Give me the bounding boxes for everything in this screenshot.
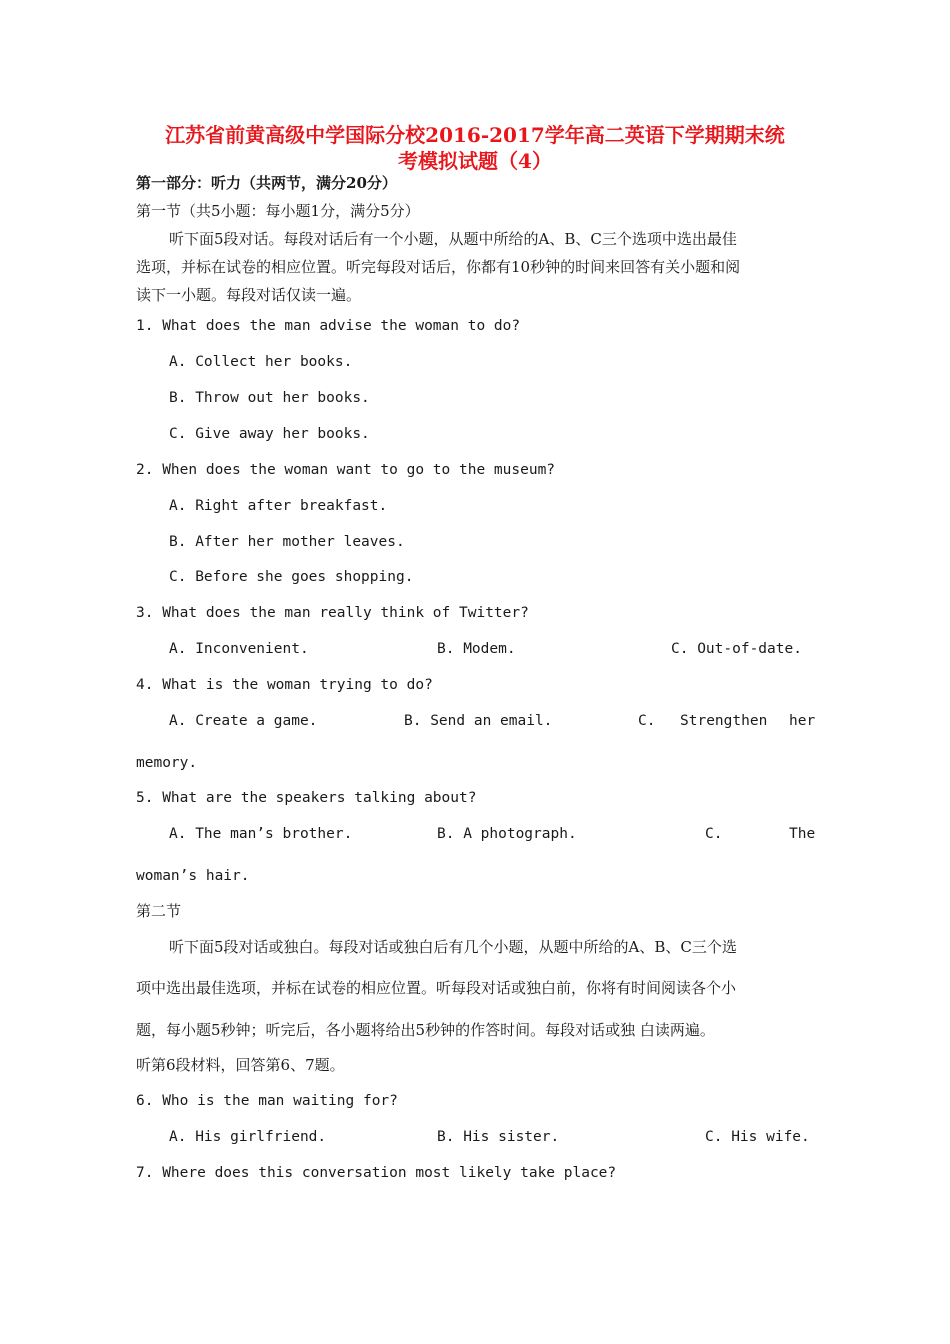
question-2-option-c: C. Before she goes shopping. bbox=[169, 569, 414, 585]
question-1-stem: 1. What does the man advise the woman to do? bbox=[136, 318, 521, 334]
question-4-option-b: B. Send an email. bbox=[404, 713, 553, 729]
question-1-option-c: C. Give away her books. bbox=[169, 426, 370, 442]
question-4-option-a: A. Create a game. bbox=[169, 713, 318, 729]
question-6-option-c: C. His wife. bbox=[705, 1129, 810, 1145]
question-4-option-c-wrap: memory. bbox=[136, 755, 198, 771]
section2-instructions-line-2: 项中选出最佳选项，并标在试卷的相应位置。听每段对话或独白前，你将有时间阅读各个小 bbox=[136, 979, 737, 997]
question-5-option-c-label: C. bbox=[705, 826, 723, 842]
question-6-option-a: A. His girlfriend. bbox=[169, 1129, 327, 1145]
question-3-option-b: B. Modem. bbox=[437, 641, 516, 657]
question-4-stem: 4. What is the woman trying to do? bbox=[136, 677, 433, 693]
question-2-option-a: A. Right after breakfast. bbox=[169, 498, 388, 514]
section1-instructions-line-1: 听下面5段对话。每段对话后有一个小题，从题中所给的A、B、C三个选项中选出最佳 bbox=[169, 230, 737, 248]
section1-heading: 第一节（共5小题：每小题1分，满分5分） bbox=[136, 202, 420, 220]
question-3-option-a: A. Inconvenient. bbox=[169, 641, 309, 657]
question-4-option-c-word-2: her bbox=[789, 713, 816, 729]
section2-instructions-line-3: 题，每小题5秒钟；听完后，各小题将给出5秒钟的作答时间。每段对话或独 白读两遍。 bbox=[136, 1021, 715, 1039]
question-7-stem: 7. Where does this conversation most likely take place? bbox=[136, 1165, 617, 1181]
question-2-option-b: B. After her mother leaves. bbox=[169, 534, 405, 550]
exam-title-line-2: 考模拟试题（4） bbox=[398, 149, 552, 173]
question-5-option-a: A. The man’s brother. bbox=[169, 826, 353, 842]
question-3-option-c: C. Out-of-date. bbox=[671, 641, 802, 657]
part1-heading: 第一部分：听力（共两节，满分20分） bbox=[136, 174, 397, 192]
question-6-stem: 6. Who is the man waiting for? bbox=[136, 1093, 398, 1109]
question-5-option-b: B. A photograph. bbox=[437, 826, 577, 842]
question-1-option-a: A. Collect her books. bbox=[169, 354, 353, 370]
section1-instructions-line-3: 读下一小题。每段对话仅读一遍。 bbox=[136, 286, 362, 304]
question-5-option-c-word: The bbox=[789, 826, 816, 842]
section1-instructions-line-2: 选项，并标在试卷的相应位置。听完每段对话后，你都有10秒钟的时间来回答有关小题和阅 bbox=[136, 258, 741, 276]
section2-material-note: 听第6段材料，回答第6、7题。 bbox=[136, 1056, 345, 1074]
section2-heading: 第二节 bbox=[136, 902, 182, 920]
exam-title-line-1: 江苏省前黄高级中学国际分校2016-2017学年高二英语下学期期末统 bbox=[165, 123, 785, 147]
section2-instructions-line-1: 听下面5段对话或独白。每段对话或独白后有几个小题，从题中所给的A、B、C三个选 bbox=[169, 938, 737, 956]
question-5-stem: 5. What are the speakers talking about? bbox=[136, 790, 477, 806]
question-4-option-c-label: C. bbox=[638, 713, 656, 729]
question-3-stem: 3. What does the man really think of Twitter? bbox=[136, 605, 529, 621]
question-1-option-b: B. Throw out her books. bbox=[169, 390, 370, 406]
question-2-stem: 2. When does the woman want to go to the museum? bbox=[136, 462, 556, 478]
question-4-option-c-word-1: Strengthen bbox=[680, 713, 768, 729]
question-5-option-c-wrap: woman’s hair. bbox=[136, 868, 250, 884]
question-6-option-b: B. His sister. bbox=[437, 1129, 560, 1145]
